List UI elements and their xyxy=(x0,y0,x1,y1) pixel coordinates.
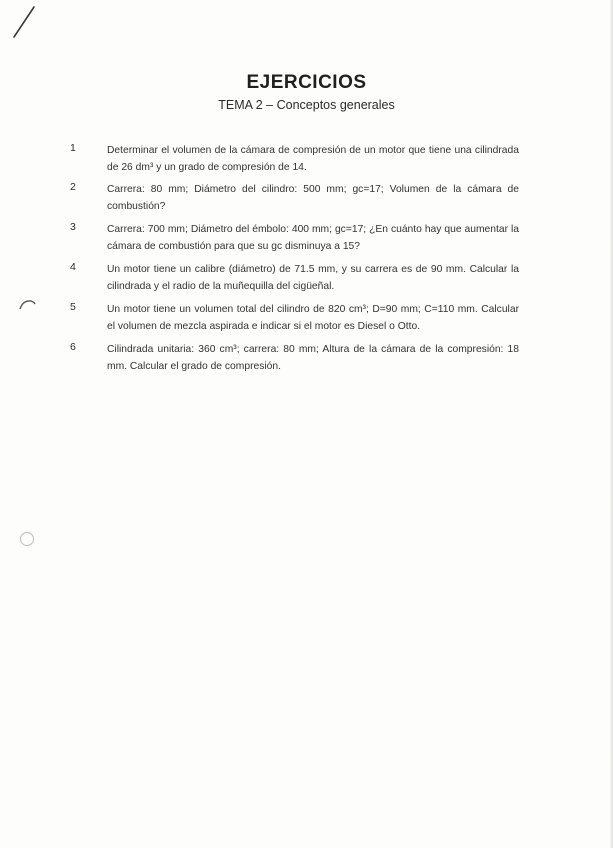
punch-hole-bottom xyxy=(18,530,36,548)
document-title: EJERCICIOS xyxy=(246,72,367,93)
exercise-text: Determinar el volumen de la cámara de compresión de un motor que tiene una cilindrada de 26 dm³ y un grado de compresión de 14. xyxy=(107,145,519,173)
document-subtitle: TEMA 2 – Conceptos generales xyxy=(218,98,395,112)
exercise-number: 6 xyxy=(70,341,76,353)
exercise-number: 5 xyxy=(70,301,76,313)
exercise-text: Cilindrada unitaria: 360 cm³; carrera: 80 mm; Altura de la cámara de la compresión: 18 mm. Calcular el grado de compresión. xyxy=(107,344,519,372)
pen-stroke-mark xyxy=(10,4,40,40)
exercise-text: Un motor tiene un calibre (diámetro) de 71.5 mm, y su carrera es de 90 mm. Calcular la cilindrada y el radio de la muñequilla del cigüeñal. xyxy=(107,264,519,292)
punch-hole-top xyxy=(18,296,36,314)
exercise-number: 1 xyxy=(70,142,76,154)
exercise-text: Carrera: 80 mm; Diámetro del cilindro: 500 mm; gc=17; Volumen de la cámara de combustión? xyxy=(107,184,519,212)
exercise-text: Un motor tiene un volumen total del cilindro de 820 cm³; D=90 mm; C=110 mm. Calcular el volumen de mezcla aspirada e indicar si el motor es Diesel o Otto. xyxy=(107,304,519,332)
exercise-number: 3 xyxy=(70,221,76,233)
exercise-number: 4 xyxy=(70,261,76,273)
exercise-text: Carrera: 700 mm; Diámetro del émbolo: 400 mm; gc=17; ¿En cuánto hay que aumentar la cámara de combustión para que su gc disminuya a 15? xyxy=(107,224,519,252)
exercise-number: 2 xyxy=(70,181,76,193)
